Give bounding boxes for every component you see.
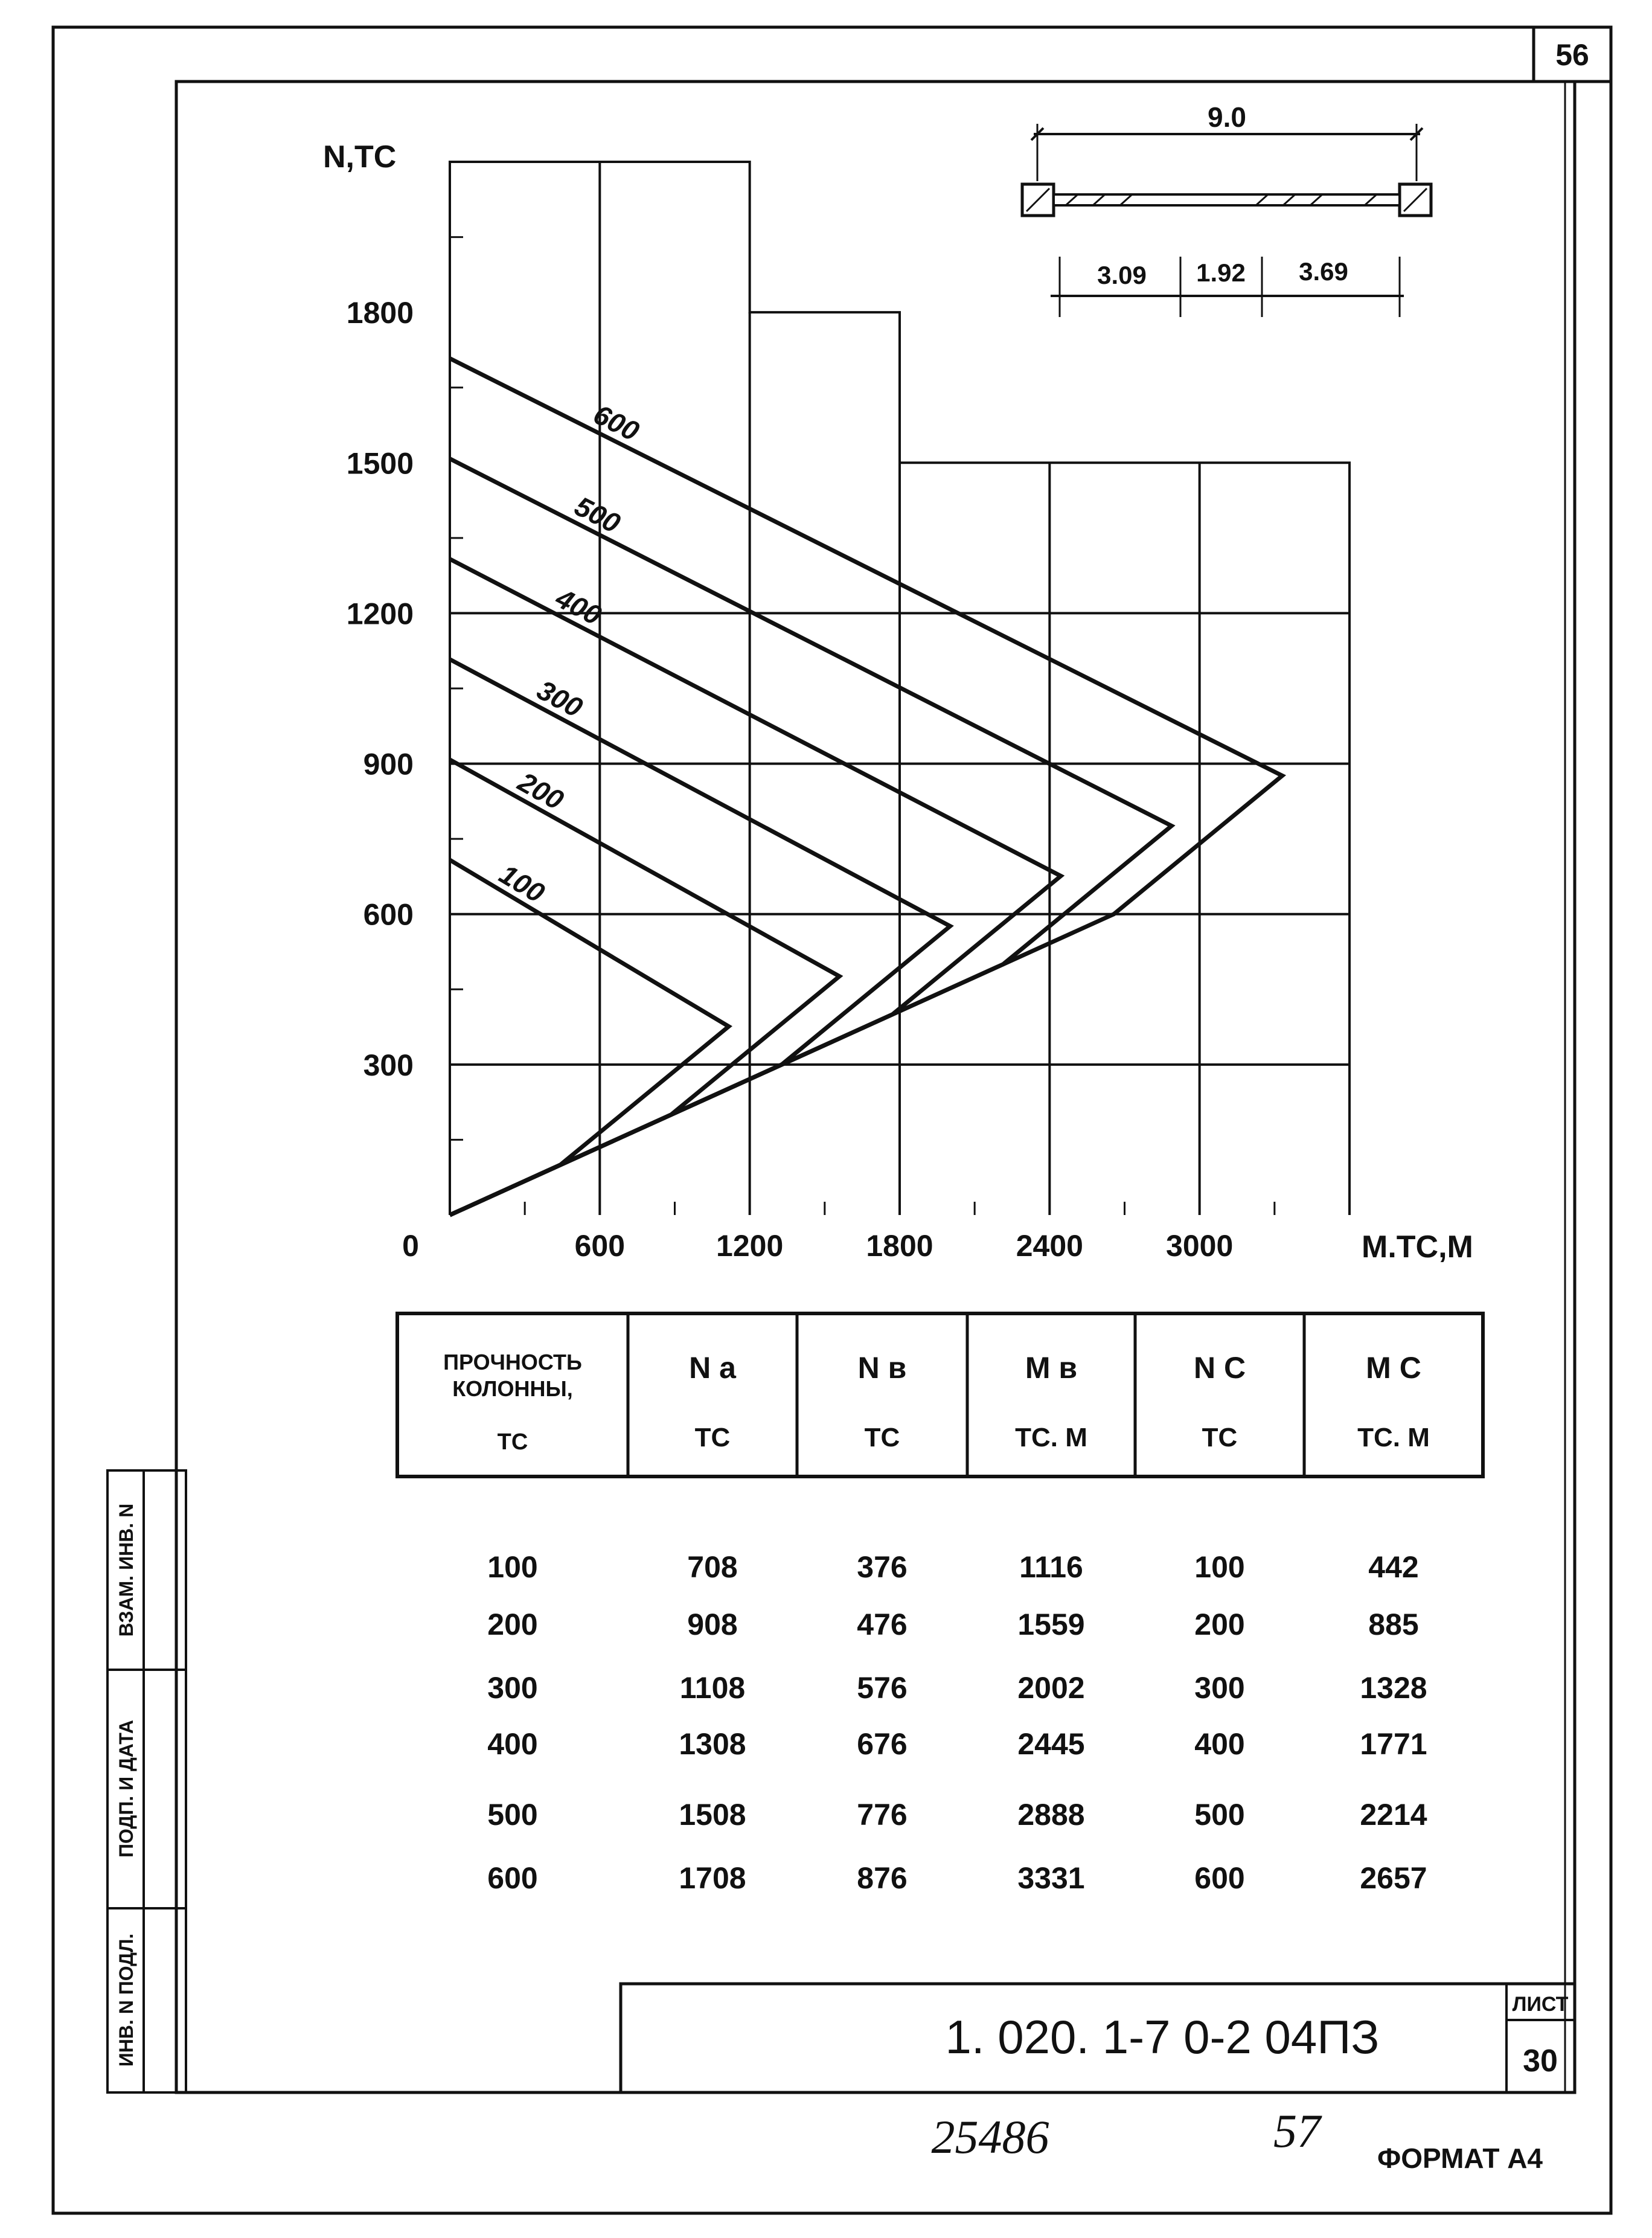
table-cell: 500 [1194, 1798, 1245, 1832]
table-cell: 1308 [679, 1727, 746, 1761]
segment-label-2: 1.92 [1196, 258, 1246, 287]
corner-page-number: 56 [1555, 38, 1589, 72]
chart-series-labels [494, 398, 644, 909]
series-label-600: 600 [588, 398, 644, 447]
series-label-100: 100 [494, 858, 550, 909]
table-cell: 876 [857, 1861, 908, 1895]
table-body [487, 1550, 1427, 1895]
column-header-unit: ТС. М [1015, 1423, 1087, 1452]
table-cell: 476 [857, 1608, 908, 1641]
x-tick-label: 3000 [1166, 1229, 1234, 1263]
title-block [621, 1984, 1575, 2092]
table-cell: 708 [687, 1550, 738, 1584]
handwritten-page-number: 57 [1273, 2105, 1321, 2157]
x-axis-label: М.ТС,М [1362, 1230, 1473, 1265]
table-cell: 908 [687, 1608, 738, 1641]
table-cell: 300 [487, 1671, 538, 1705]
table-cell: 200 [487, 1608, 538, 1641]
series-line-500 [450, 459, 1171, 1215]
column-header-unit: ТС. М [1357, 1423, 1430, 1452]
table-cell: 1559 [1017, 1608, 1085, 1641]
x-tick-label: 600 [574, 1229, 626, 1263]
column-header-strength: ПРОЧНОСТЬ КОЛОННЫ, [443, 1350, 582, 1401]
table-cell: 400 [487, 1727, 538, 1761]
table-cell: 1108 [679, 1671, 746, 1705]
table-header [397, 1313, 1483, 1477]
paper-format: ФОРМАТ А4 [1377, 2143, 1543, 2174]
table-cell: 676 [857, 1727, 908, 1761]
series-line-300 [450, 659, 950, 1215]
stamp-label-signature-date: ПОДП. И ДАТА [115, 1720, 137, 1858]
column-header-symbol: N С [1193, 1351, 1246, 1385]
x-tick-label: 2400 [1016, 1229, 1083, 1263]
series-label-500: 500 [569, 490, 626, 539]
table-cell: 1508 [679, 1798, 746, 1832]
table-cell: 442 [1368, 1550, 1419, 1584]
x-tick-label: 1200 [716, 1229, 784, 1263]
series-line-600 [450, 359, 1282, 1215]
table-cell: 500 [487, 1798, 538, 1832]
table-cell: 2445 [1017, 1727, 1085, 1761]
series-line-200 [450, 760, 839, 1215]
stamp-label-original-inv: ИНВ. N ПОДЛ. [115, 1933, 137, 2067]
table-cell: 2657 [1360, 1861, 1427, 1895]
handwritten-archive-number: 25486 [931, 2111, 1049, 2163]
origin-label: 0 [402, 1229, 419, 1263]
stamp-label-replacement-inv: ВЗАМ. ИНВ. N [115, 1503, 137, 1637]
table-cell: 1116 [1019, 1550, 1083, 1584]
y-tick-label: 900 [363, 747, 414, 781]
beam-scheme [1022, 101, 1431, 317]
side-stamp [107, 1470, 186, 2092]
series-label-400: 400 [551, 582, 607, 632]
chart-series-group [450, 359, 1282, 1215]
table-row [487, 1550, 1418, 1584]
column-header-symbol: N в [857, 1351, 907, 1385]
corner-page-box [1534, 27, 1611, 82]
chart-axis-ticks [347, 237, 1275, 1263]
side-stamp-sign-column [144, 1470, 186, 2092]
table-cell: 400 [1194, 1727, 1245, 1761]
table-row [487, 1671, 1427, 1705]
segment-label-3: 3.69 [1299, 257, 1348, 286]
table-cell: 2888 [1017, 1798, 1085, 1832]
table-cell: 200 [1194, 1608, 1245, 1641]
table-cell: 376 [857, 1550, 908, 1584]
x-tick-label: 1800 [866, 1229, 933, 1263]
table-row [487, 1727, 1427, 1761]
y-axis-label: N,ТС [323, 139, 397, 175]
table-cell: 1771 [1360, 1727, 1427, 1761]
y-tick-label: 1200 [346, 597, 414, 631]
table-cell: 300 [1194, 1671, 1245, 1705]
table-cell: 3331 [1017, 1861, 1085, 1895]
series-label-300: 300 [532, 673, 588, 723]
segment-label-1: 3.09 [1097, 261, 1147, 289]
table-row [487, 1861, 1427, 1895]
table-cell: 600 [1194, 1861, 1245, 1895]
column-header-unit: ТС [497, 1429, 528, 1455]
column-header-unit: ТС [1202, 1423, 1238, 1452]
sheet-number: 30 [1523, 2044, 1558, 2079]
table-cell: 2214 [1360, 1798, 1427, 1832]
column-header-unit: ТС [694, 1423, 731, 1452]
y-tick-label: 300 [363, 1048, 414, 1082]
table-cell: 885 [1368, 1608, 1419, 1641]
beam-body [1054, 194, 1400, 205]
span-label: 9.0 [1208, 101, 1246, 133]
column-header-symbol: N а [689, 1351, 736, 1385]
table-cell: 2002 [1017, 1671, 1085, 1705]
column-header-unit: ТС [864, 1423, 900, 1452]
y-tick-label: 1800 [346, 296, 414, 330]
inner-frame [176, 82, 1575, 2092]
table-row [487, 1608, 1418, 1641]
y-tick-label: 600 [363, 897, 414, 932]
sheet-label: ЛИСТ [1512, 1993, 1569, 2016]
column-header-symbol: М С [1366, 1351, 1421, 1385]
table-cell: 1328 [1360, 1671, 1427, 1705]
table-cell: 576 [857, 1671, 908, 1705]
table-cell: 600 [487, 1861, 538, 1895]
table-cell: 100 [1194, 1550, 1245, 1584]
table-cell: 100 [487, 1550, 538, 1584]
table-cell: 1708 [679, 1861, 746, 1895]
column-header-symbol: М в [1025, 1351, 1078, 1385]
series-label-200: 200 [513, 766, 569, 816]
interaction-chart [323, 139, 1473, 1265]
y-tick-label: 1500 [346, 446, 414, 481]
document-code: 1. 020. 1-7 0-2 04ПЗ [945, 2010, 1380, 2063]
table-cell: 776 [857, 1798, 908, 1832]
table-row [487, 1798, 1427, 1832]
